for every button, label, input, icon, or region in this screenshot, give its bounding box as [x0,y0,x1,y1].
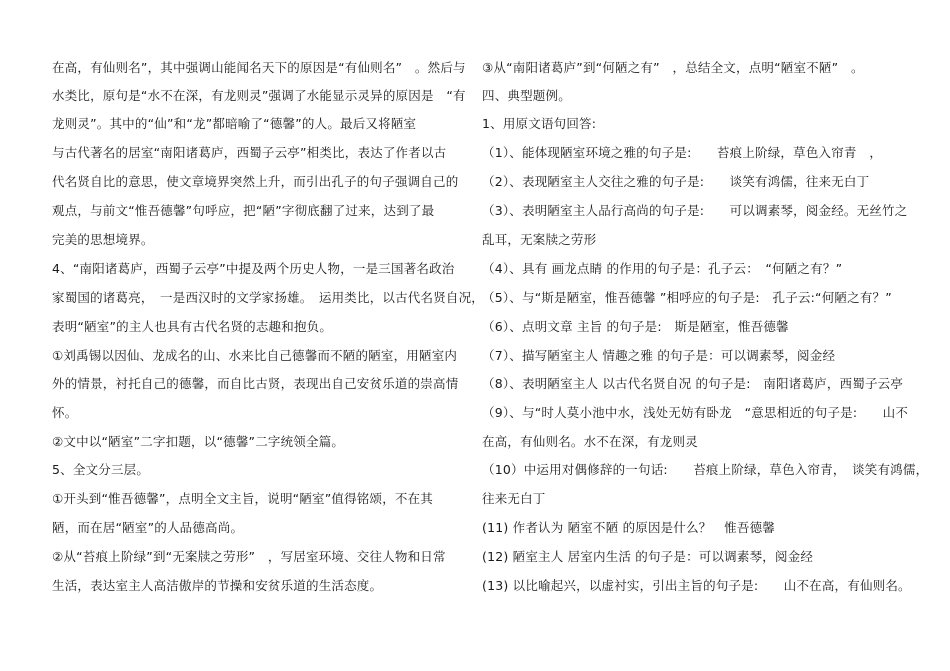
question-item: （9）、与“时人莫小池中水，浅处无妨有卧龙 “意思相近的句子是: 山不 [482,405,909,420]
question-item: （7）、描写陋室主人 情趣之雅 的句子是：可以调素琴，阅金经 [482,348,836,363]
text-line: ②文中以“陋室”二字扣题，以“德馨”二字统领全篇。 [52,434,345,449]
text-line: 观点，与前文“惟吾德馨”句呼应，把“陋”字彻底翻了过来，达到了最 [52,203,435,218]
text-line: 陋，而在居“陋室”的人品德高尚。 [52,520,244,535]
text-line: 怀。 [52,405,78,420]
question-item: （10）中运用对偶修辞的一句话: 苔痕上阶绿，草色入帘青， 谈笑有鸿儒， [482,462,929,477]
question-item: （1）、能体现陋室环境之雅的句子是: 苔痕上阶绿，草色入帘青 ， [482,145,883,160]
question-item: (12) 陋室主人 居室内生活 的句子是：可以调素琴，阅金经 [482,549,814,564]
text-line: 表明“陋室”的主人也具有古代名贤的志趣和抱负。 [52,319,333,334]
text-line: ③从“南阳诸葛庐”到“何陋之有” ，总结全文，点明“陋室不陋” 。 [482,60,864,75]
question-item: （3）、表明陋室主人品行高尚的句子是: 可以调素琴，阅金经。无丝竹之 [482,203,908,218]
text-line: 与古代著名的居室“南阳诸葛庐，西蜀子云亭”相类比，表达了作者以古 [52,145,447,160]
text-line: 外的情景，衬托自己的德馨，而自比古贤，表现出自己安贫乐道的崇高情 [52,376,459,391]
question-item: 在高，有仙则名。水不在深，有龙则灵 [482,434,698,449]
text-line: 5、全文分三层。 [52,462,150,477]
question-item: （6）、点明文章 主旨 的句子是: 斯是陋室，惟吾德馨 [482,319,789,334]
text-line: 在高，有仙则名”，其中强调山能闻名天下的原因是“有仙则名” 。然后与 [52,60,466,75]
text-line: 代名贤自比的意思，使文章境界突然上升，而引出孔子的句子强调自己的 [52,174,459,189]
text-line: ②从“苔痕上阶绿”到“无案牍之劳形” ，写居室环境、交往人物和日常 [52,549,446,564]
question-item: (13) 以比喻起兴，以虚衬实，引出主旨的句子是: 山不在高，有仙则名。 [482,578,911,593]
text-line: 完美的思想境界。 [52,232,154,247]
question-item: （5）、与“斯是陋室，惟吾德馨 ”相呼应的句子是: 孔子云:“何陋之有？” [482,290,892,305]
text-line: 4、“南阳诸葛庐，西蜀子云亭”中提及两个历史人物，一是三国著名政治 [52,261,455,276]
question-item: （2）、表现陋室主人交往之雅的句子是: 谈笑有鸿儒，往来无白丁 [482,174,870,189]
question-item: （8）、表明陋室主人 以古代名贤自况 的句子是: 南阳诸葛庐，西蜀子云亭 [482,376,904,391]
section-heading: 四、典型题例。 [482,88,571,103]
text-line: 家蜀国的诸葛亮， 一是西汉时的文学家扬雄。 运用类比，以古代名贤自况， [52,290,485,305]
text-line: 龙则灵”。其中的“仙”和“龙”都暗喻了“德馨”的人。最后又将陋室 [52,116,417,131]
question-heading: 1、用原文语句回答: [482,116,597,131]
text-line: 水类比，原句是“水不在深，有龙则灵”强调了水能显示灵异的原因是 “有 [52,88,466,103]
text-line: ①开头到“惟吾德馨”，点明全文主旨，说明“陋室”值得铭颂，不在其 [52,491,434,506]
question-item: (11) 作者认为 陋室不陋 的原因是什么？ 惟吾德馨 [482,520,775,535]
text-line: ①刘禹锡以因仙、龙成名的山、水来比自己德馨而不陋的陋室，用陋室内 [52,348,458,363]
question-item: （4）、具有 画龙点睛 的作用的句子是：孔子云： “何陋之有？” [482,261,843,276]
question-item: 乱耳，无案牍之劳形 [482,232,597,247]
text-line: 生活，表达室主人高洁傲岸的节操和安贫乐道的生活态度。 [52,578,383,593]
question-item: 往来无白丁 [482,491,546,506]
